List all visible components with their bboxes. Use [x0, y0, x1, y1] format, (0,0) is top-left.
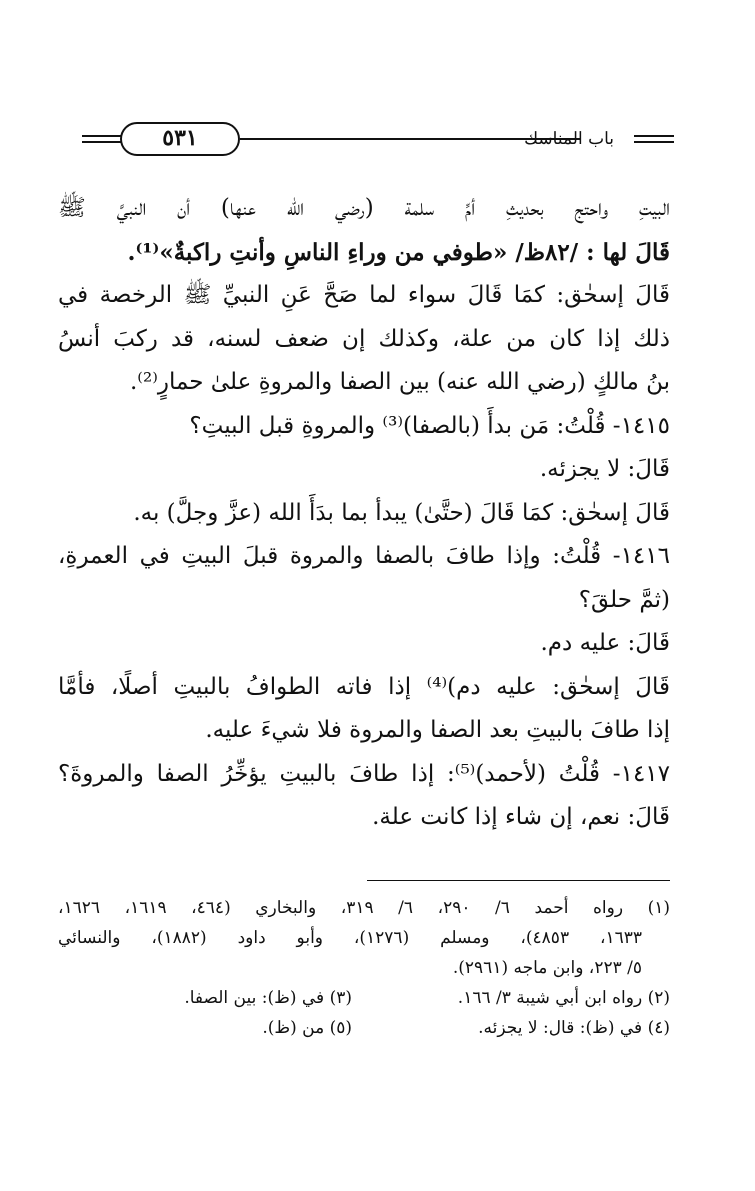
text-line: قَالَ: عليه دم.: [540, 630, 670, 656]
text-line: قَالَ: نعم، إن شاء إذا كانت علة.: [372, 804, 670, 830]
text-line: (ثمَّ حلقَ؟: [578, 586, 670, 613]
header-rule-left: [82, 135, 122, 137]
footnote-2: (٢) رواه ابن أبي شيبة ٣/ ١٦٦.: [457, 988, 670, 1008]
footnote-1: (١) رواه أحمد ٦/ ٢٩٠، ٦/ ٣١٩، والبخاري (٤٦٤، ١٦١٩، ١٦٢٦،: [58, 898, 670, 918]
text-line: ذلك إذا كان من علة، وكذلك إن ضعف لسنه، قد ركبَ أنسُ: [58, 325, 670, 352]
footnote-5: (٥) من (ظ).: [262, 1018, 352, 1038]
footnote-row: [58, 983, 670, 1013]
running-header: [82, 122, 674, 162]
text-line: بنُ مالكٍ (رضي الله عنه) بين الصفا والمروةِ علىٰ حمارٍ⁽²⁾.: [130, 369, 670, 395]
text-line: قَالَ إسحٰق: كمَا قَالَ (حتَّىٰ) يبدأ بما بدَأَ الله (عزَّ وجلَّ) به.: [133, 499, 670, 526]
page-number: ٥٣١: [120, 122, 240, 156]
question-1415: ١٤١٥- قُلْتُ: مَن بدأَ (بالصفا)⁽³⁾ والمروةِ قبل البيتِ؟: [189, 412, 670, 439]
text-line: قَالَ: لا يجزئه.: [539, 456, 670, 482]
question-1416: ١٤١٦- قُلْتُ: وإذا طافَ بالصفا والمروة قبلَ البيتِ في العمرةِ،: [58, 543, 670, 569]
footnote-row: [58, 1013, 670, 1043]
footnote-3: (٣) في (ظ): بين الصفا.: [184, 988, 352, 1008]
question-1417: ١٤١٧- قُلْتُ (لأحمد)⁽⁵⁾: إذا طافَ بالبيتِ يؤخِّرُ الصفا والمروةَ؟: [58, 760, 670, 787]
text-line: البيتِ واحتج بحديثِ أمِّ سلمة (رضي الله عنها) أن النبيَّ ﷺ: [58, 195, 670, 221]
chapter-title: باب المناسك: [524, 129, 614, 149]
footnote-1-continued: ١٦٣٣، ٤٨٥٣)، ومسلم (١٢٧٦)، وأبو داود (١٨٨٢)، والنسائي: [58, 928, 642, 948]
main-text: [58, 187, 670, 840]
footnotes: [58, 893, 670, 1043]
footnote-separator: [367, 880, 670, 881]
footnote-4: (٤) في (ظ): قال: لا يجزئه.: [478, 1018, 670, 1038]
text-line: قَالَ إسحٰق: عليه دم)⁽⁴⁾ إذا فاته الطوافُ بالبيتِ أصلًا، فأمَّا: [58, 673, 670, 700]
header-rule-left-lower: [82, 141, 122, 143]
text-line: إذا طافَ بالبيتِ بعد الصفا والمروة فلا شيءَ عليه.: [205, 717, 670, 743]
text-line: قَالَ إسحٰق: كمَا قَالَ سواء لما صَحَّ عَنِ النبيِّ ﷺ الرخصة في: [58, 282, 670, 308]
header-rule-right-lower: [634, 141, 674, 143]
text-line: قَالَ لها : /٨٢ظ/ «طوفي من وراءِ الناسِ وأنتِ راكبةٌ»⁽¹⁾.: [127, 238, 670, 266]
footnote-1-continued: ٥/ ٢٢٣، وابن ماجه (٢٩٦١).: [452, 958, 642, 978]
header-rule-right: [634, 135, 674, 137]
